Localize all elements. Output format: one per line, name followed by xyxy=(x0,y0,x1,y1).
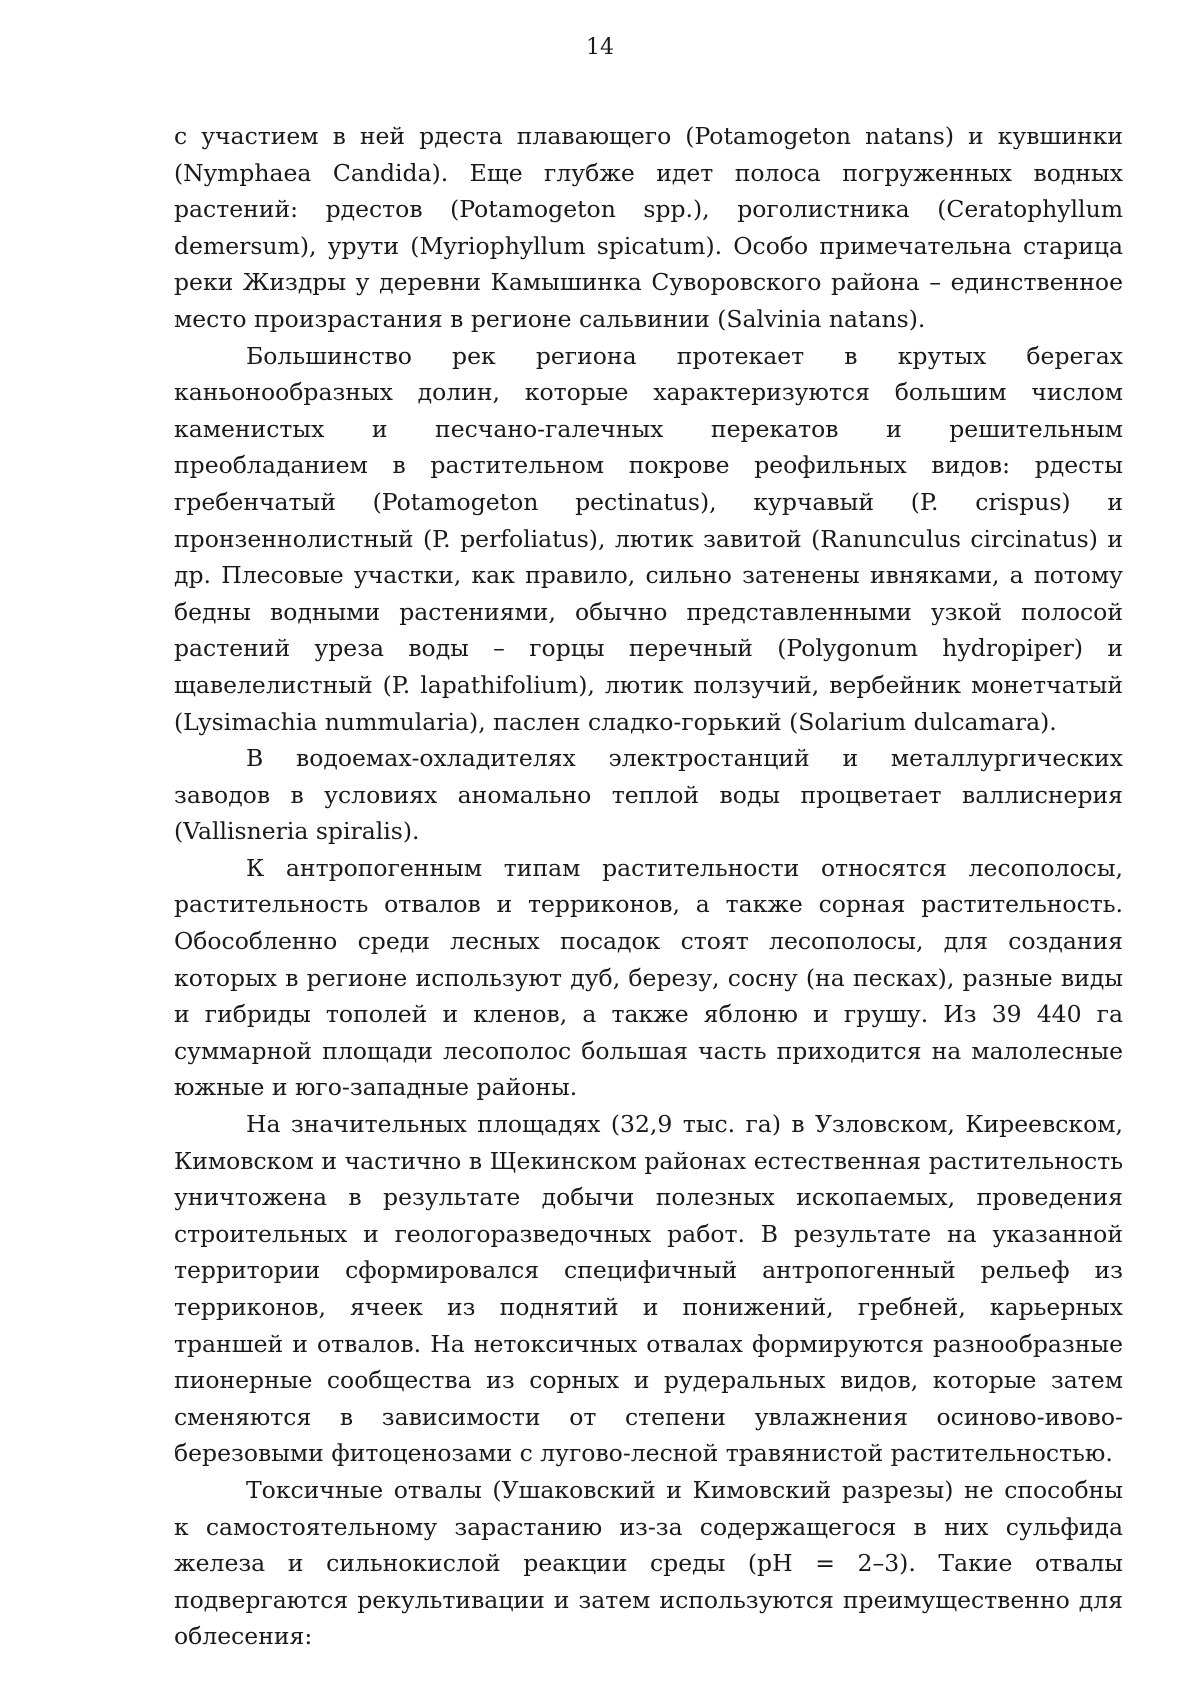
document-body xyxy=(174,118,1123,1655)
page-number: 14 xyxy=(586,35,614,60)
paragraph-1: с участием в ней рдеста плавающего (Potamogeton natans) и кувшинки (Nymphaea Candida). Еще глубже идет полоса погруженных водных растений: рдестов (Potamogeton spp.), роголистника (Ceratophyllum demersum), урути (Myriophyllum spicatum). Особо примечательна старица реки Жиздры у деревни Камышинка Суворовского района – единственное место произрастания в регионе сальвинии (Salvinia natans). xyxy=(174,122,1123,333)
paragraph-3: В водоемах-охладителях электростанций и металлургических заводов в условиях аномально теплой воды процветает валлиснерия (Vallisneria spiralis). xyxy=(174,744,1123,846)
paragraph-2: Большинство рек региона протекает в крутых берегах каньонообразных долин, которые характеризуются большим числом каменистых и песчано-галечных перекатов и решительным преобладанием в растительном покрове реофильных видов: рдесты гребенчатый (Potamogeton pectinatus), курчавый (P. crispus) и пронзеннолистный (P. perfoliatus), лютик завитой (Ranunculus circinatus) и др. Плесовые участки, как правило, сильно затенены ивняками, а потому бедны водными растениями, обычно представленными узкой полосой растений уреза воды – горцы перечный (Polygonum hydropiper) и щавелелистный (P. lapathifolium), лютик ползучий, вербейник монетчатый (Lysimachia nummularia), паслен сладко-горький (Solarium dulcamara). xyxy=(174,341,1123,736)
paragraph-6: Токсичные отвалы (Ушаковский и Кимовский разрезы) не способны к самостоятельному зарастанию из-за содержащегося в них сульфида железа и сильнокислой реакции среды (pH = 2–3). Такие отвалы подвергаются рекультивации и затем используются преимущественно для облесения: xyxy=(174,1475,1123,1651)
paragraph-5: На значительных площадях (32,9 тыс. га) в Узловском, Киреевском, Кимовском и частично в Щекинском районах естественная растительность уничтожена в результате добычи полезных ископаемых, проведения строительных и геологоразведочных работ. В результате на указанной территории сформировался специфичный антропогенный рельеф из терриконов, ячеек из поднятий и понижений, гребней, карьерных траншей и отвалов. На нетоксичных отвалах формируются разнообразные пионерные сообщества из сорных и рудеральных видов, которые затем сменяются в зависимости от степени увлажнения осиново-ивово-березовыми фитоценозами с лугово-лесной травянистой растительностью. xyxy=(174,1110,1123,1468)
paragraph-4: К антропогенным типам растительности относятся лесополосы, растительность отвалов и терриконов, а также сорная растительность. Обособленно среди лесных посадок стоят лесополосы, для создания которых в регионе используют дуб, березу, сосну (на песках), разные виды и гибриды тополей и кленов, а также яблоню и грушу. Из 39 440 га суммарной площади лесополос большая часть приходится на малолесные южные и юго-западные районы. xyxy=(174,853,1123,1102)
